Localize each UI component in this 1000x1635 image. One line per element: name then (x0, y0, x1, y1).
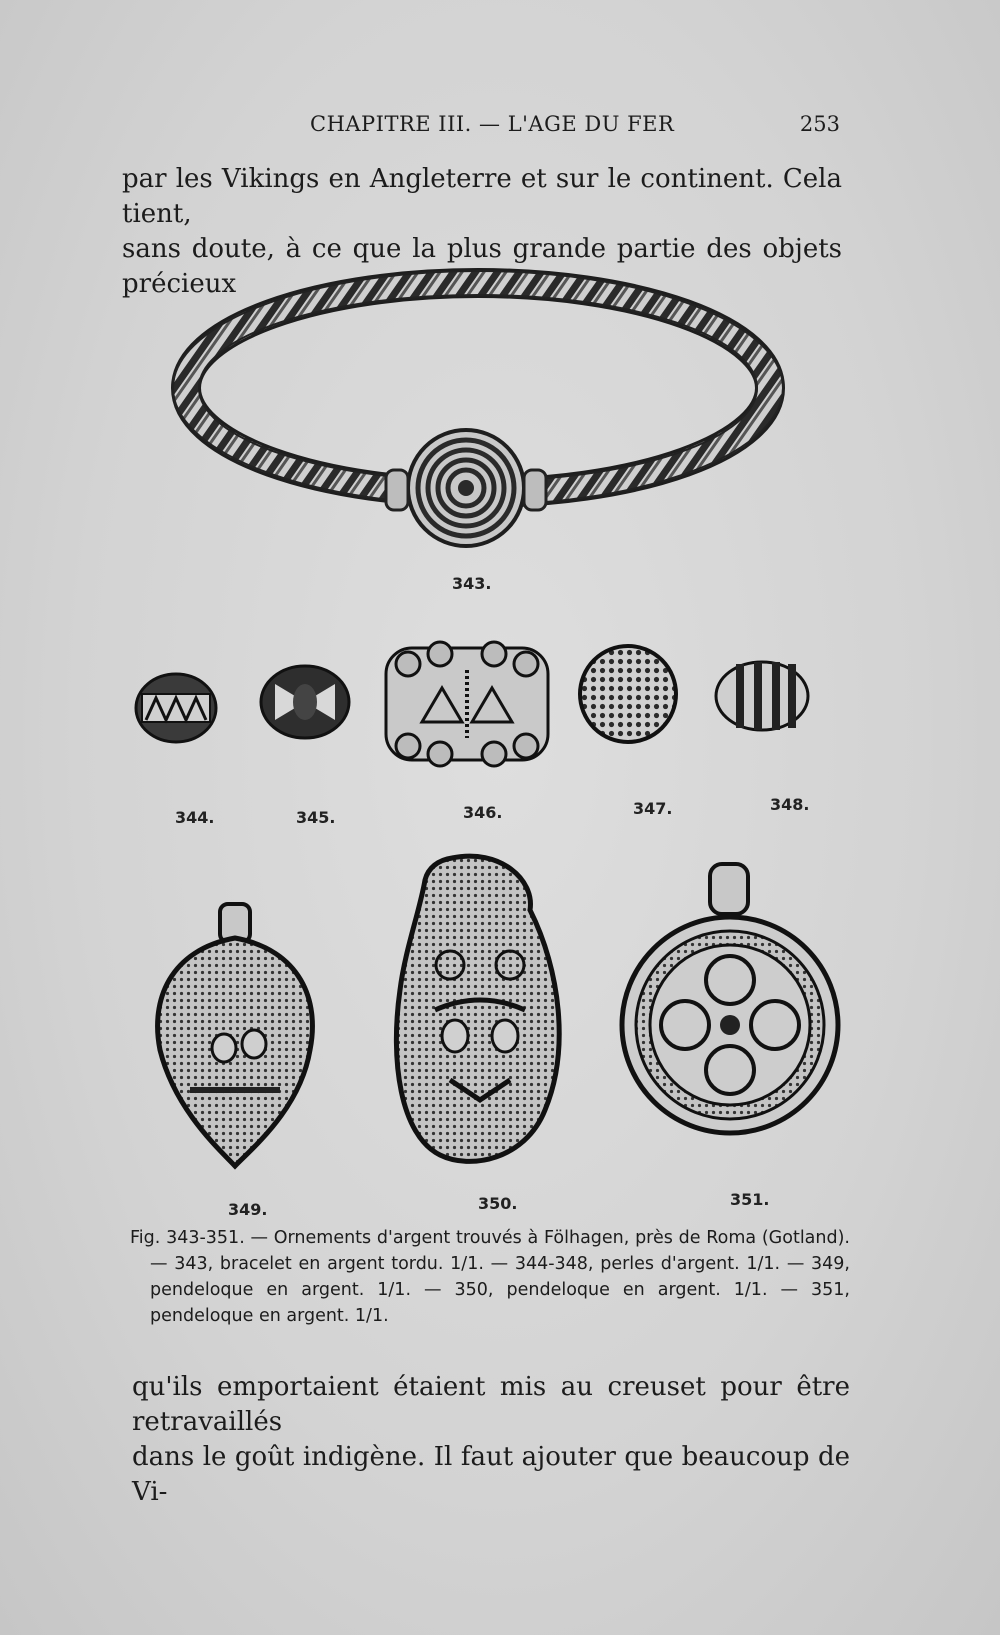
bead-346 (386, 642, 548, 766)
beads-illustration (130, 630, 850, 790)
bead-347 (580, 646, 676, 742)
bracelet-illustration (150, 260, 810, 560)
chapter-title: CHAPITRE III. — L'AGE DU FER (310, 112, 675, 136)
figure-label-345: 345. (296, 808, 336, 827)
intro-line-2: sans doute, à ce que la plus grande partie des objets précieux (122, 234, 842, 299)
bead-348 (716, 662, 808, 730)
figure-label-343: 343. (452, 574, 492, 593)
page-number: 253 (799, 112, 840, 136)
bead-345 (261, 666, 349, 738)
pendants-illustration (150, 850, 850, 1190)
pendant-349 (158, 904, 313, 1166)
figure-label-350: 350. (478, 1194, 518, 1213)
pendant-351 (622, 864, 838, 1133)
figure-label-347: 347. (633, 799, 673, 818)
running-header (120, 112, 840, 146)
figure-label-344: 344. (175, 808, 215, 827)
figure-label-351: 351. (730, 1190, 770, 1209)
intro-line-1: par les Vikings en Angleterre et sur le continent. Cela tient, (122, 164, 842, 229)
caption-text: Fig. 343-351. — Ornements d'argent trouvés à Fölhagen, près de Roma (Gotland). — 343, bracelet en argent tordu. 1/1. — 344-348, perles d'argent. 1/1. — 349, pendeloque en argent. 1/1. — 350, pendeloque en argent. 1/1. — 351, pendeloque en argent. 1/1. (130, 1228, 850, 1326)
closing-line-1: qu'ils emportaient étaient mis au creuset pour être retravaillés (132, 1372, 850, 1437)
figure-label-346: 346. (463, 803, 503, 822)
figure-caption (130, 1225, 850, 1329)
closing-line-2: dans le goût indigène. Il faut ajouter que beaucoup de Vi- (132, 1442, 850, 1507)
figure-label-349: 349. (228, 1200, 268, 1219)
spiral-clasp (386, 430, 546, 546)
pendant-350 (396, 856, 559, 1161)
bead-344 (136, 674, 216, 742)
figure-label-348: 348. (770, 795, 810, 814)
closing-paragraph (132, 1370, 850, 1510)
